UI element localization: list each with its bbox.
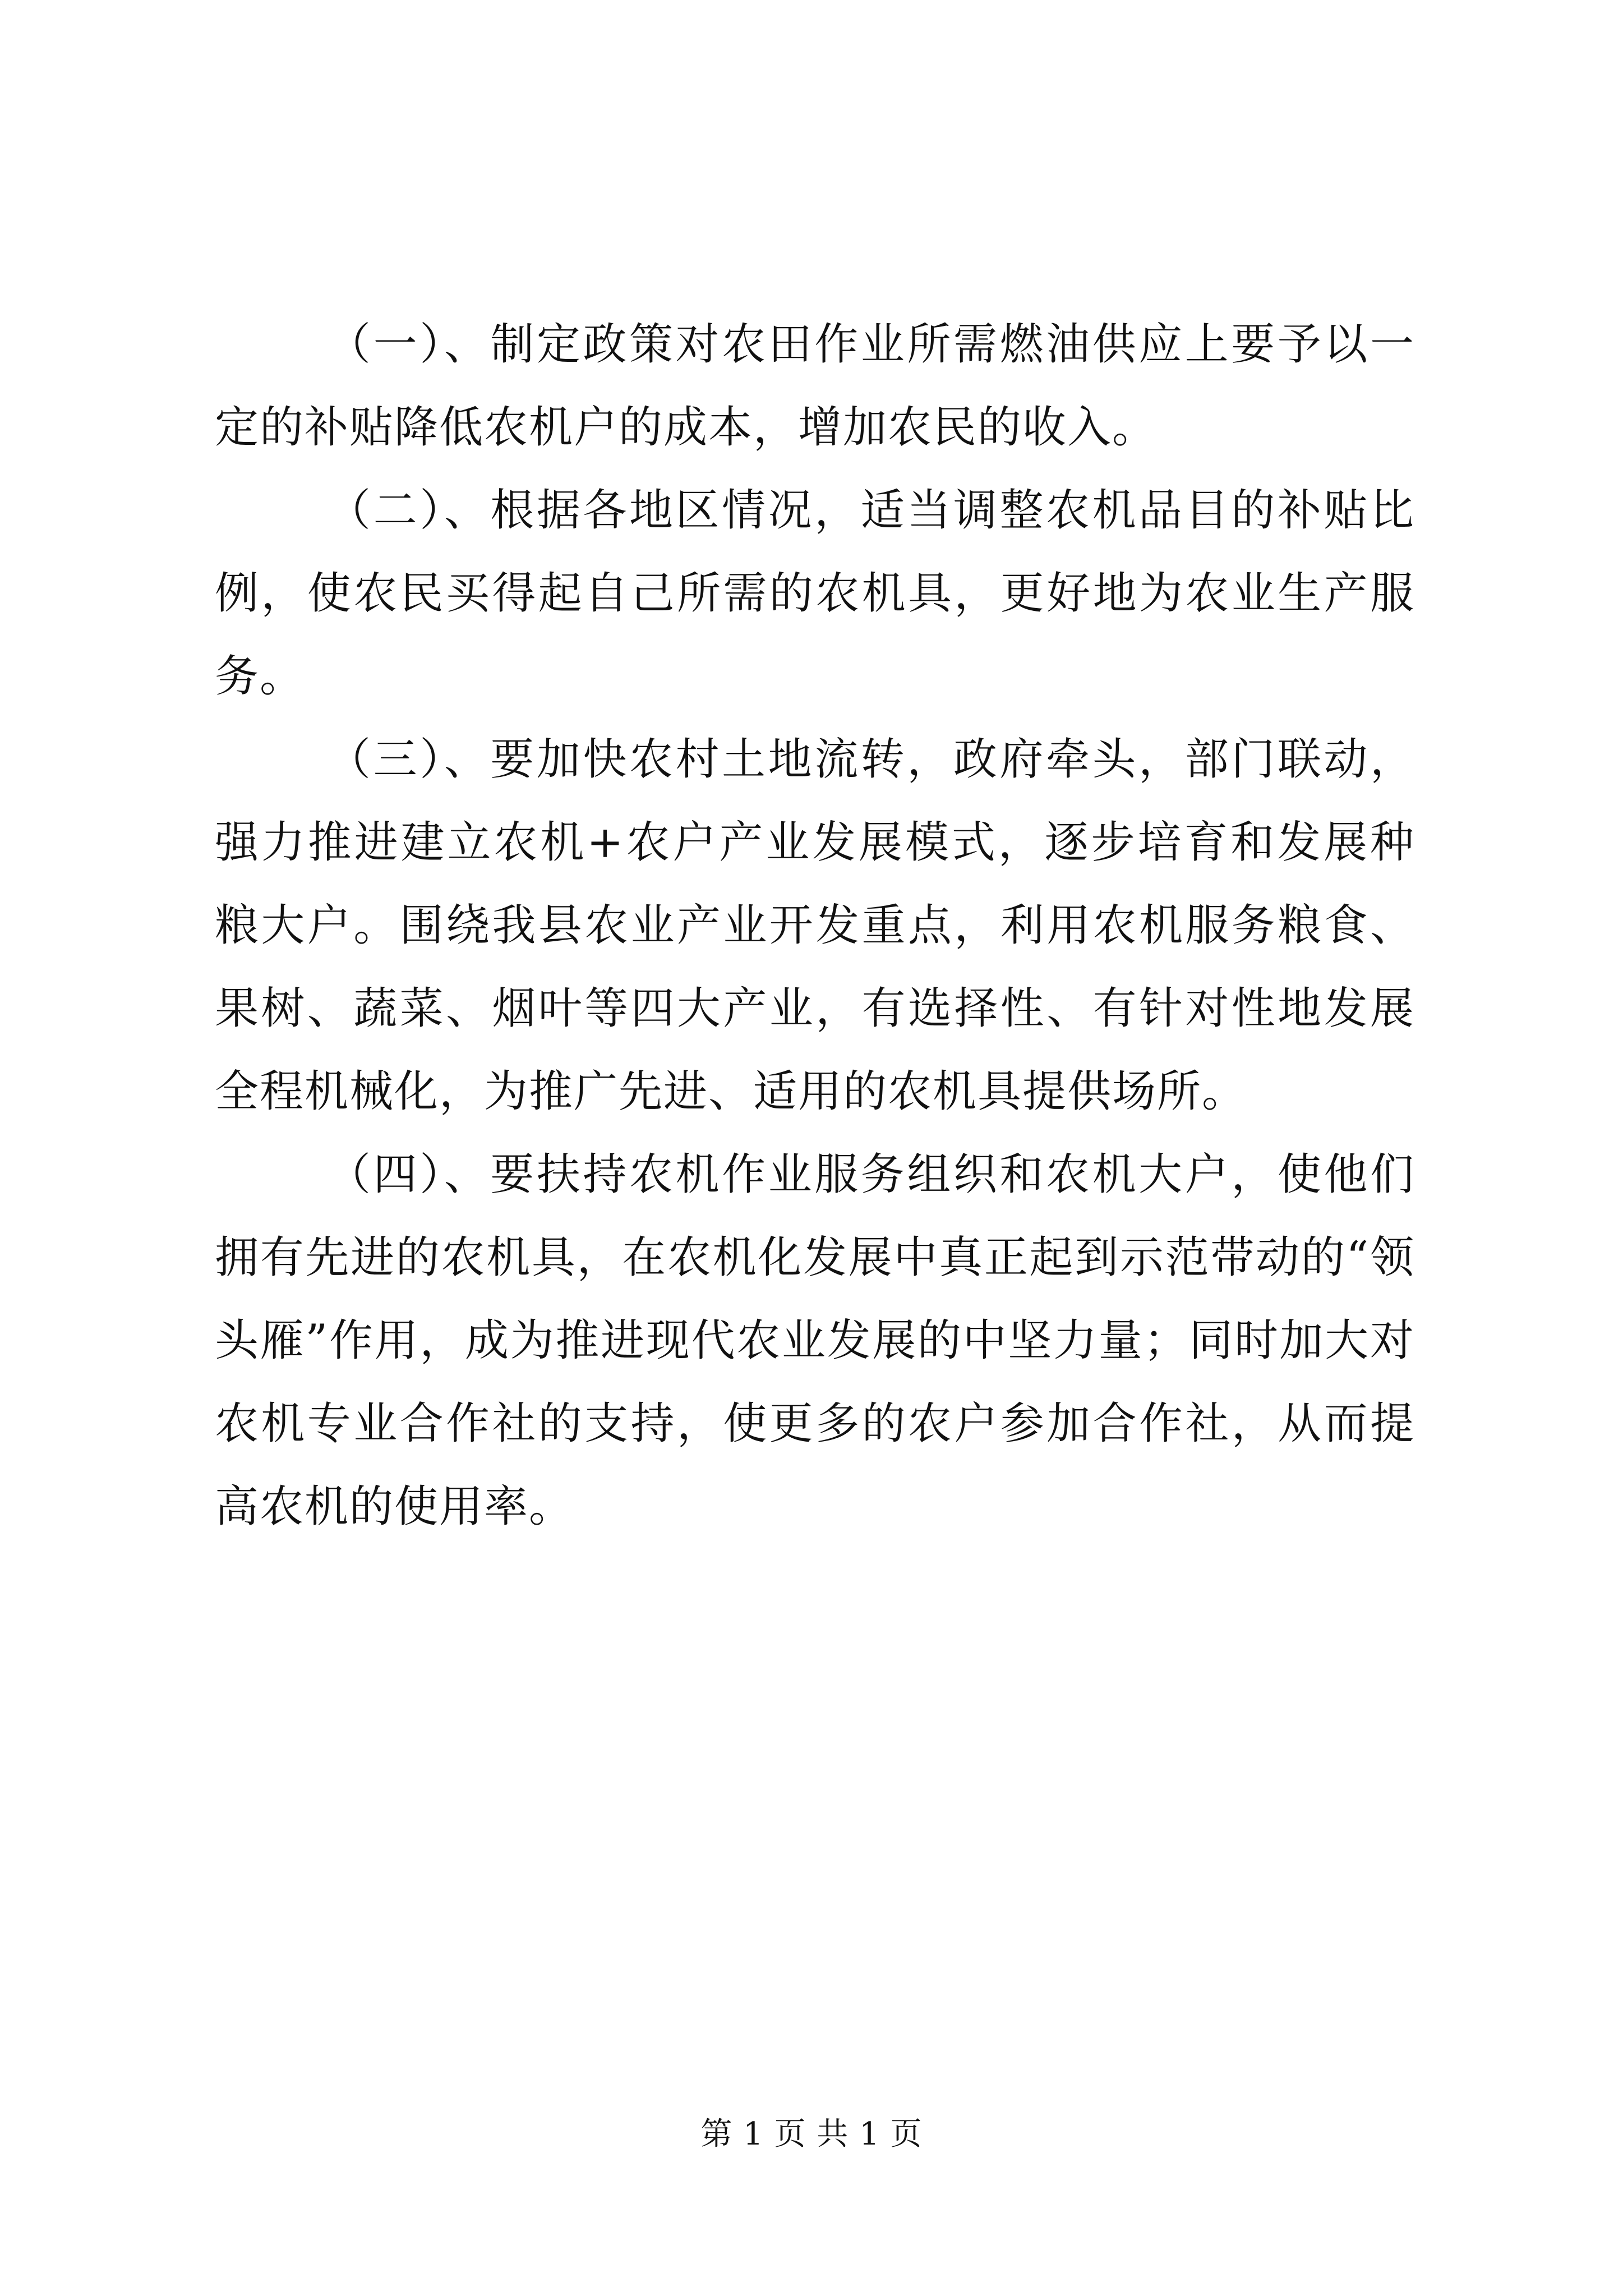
paragraph-4: （四）、要扶持农机作业服务组织和农机大户，使他们拥有先进的农机具，在农机化发展中真正起到示范带动的“领头雁”作用，成为推进现代农业发展的中坚力量；同时加大对农机专业合作社的支持，使更多的农户参加合作社，从而提高农机的使用率。 [215, 1149, 1415, 1532]
document-body [215, 303, 1415, 1548]
paragraph-3: （三）、要加快农村土地流转，政府牵头，部门联动，强力推进建立农机+农户产业发展模式，逐步培育和发展种粮大户。围绕我县农业产业开发重点，利用农机服务粮食、果树、蔬菜、烟叶等四大产业，有选择性、有针对性地发展全程机械化，为推广先进、适用的农机具提供场所。 [215, 734, 1415, 1117]
page-footer: 第 1 页 共 1 页 [700, 2116, 923, 2152]
paragraph-2: （二）、根据各地区情况，适当调整农机品目的补贴比例，使农民买得起自己所需的农机具，更好地为农业生产服务。 [215, 485, 1415, 702]
paragraph-1: （一）、制定政策对农田作业所需燃油供应上要予以一定的补贴降低农机户的成本，增加农民的收入。 [215, 319, 1415, 453]
